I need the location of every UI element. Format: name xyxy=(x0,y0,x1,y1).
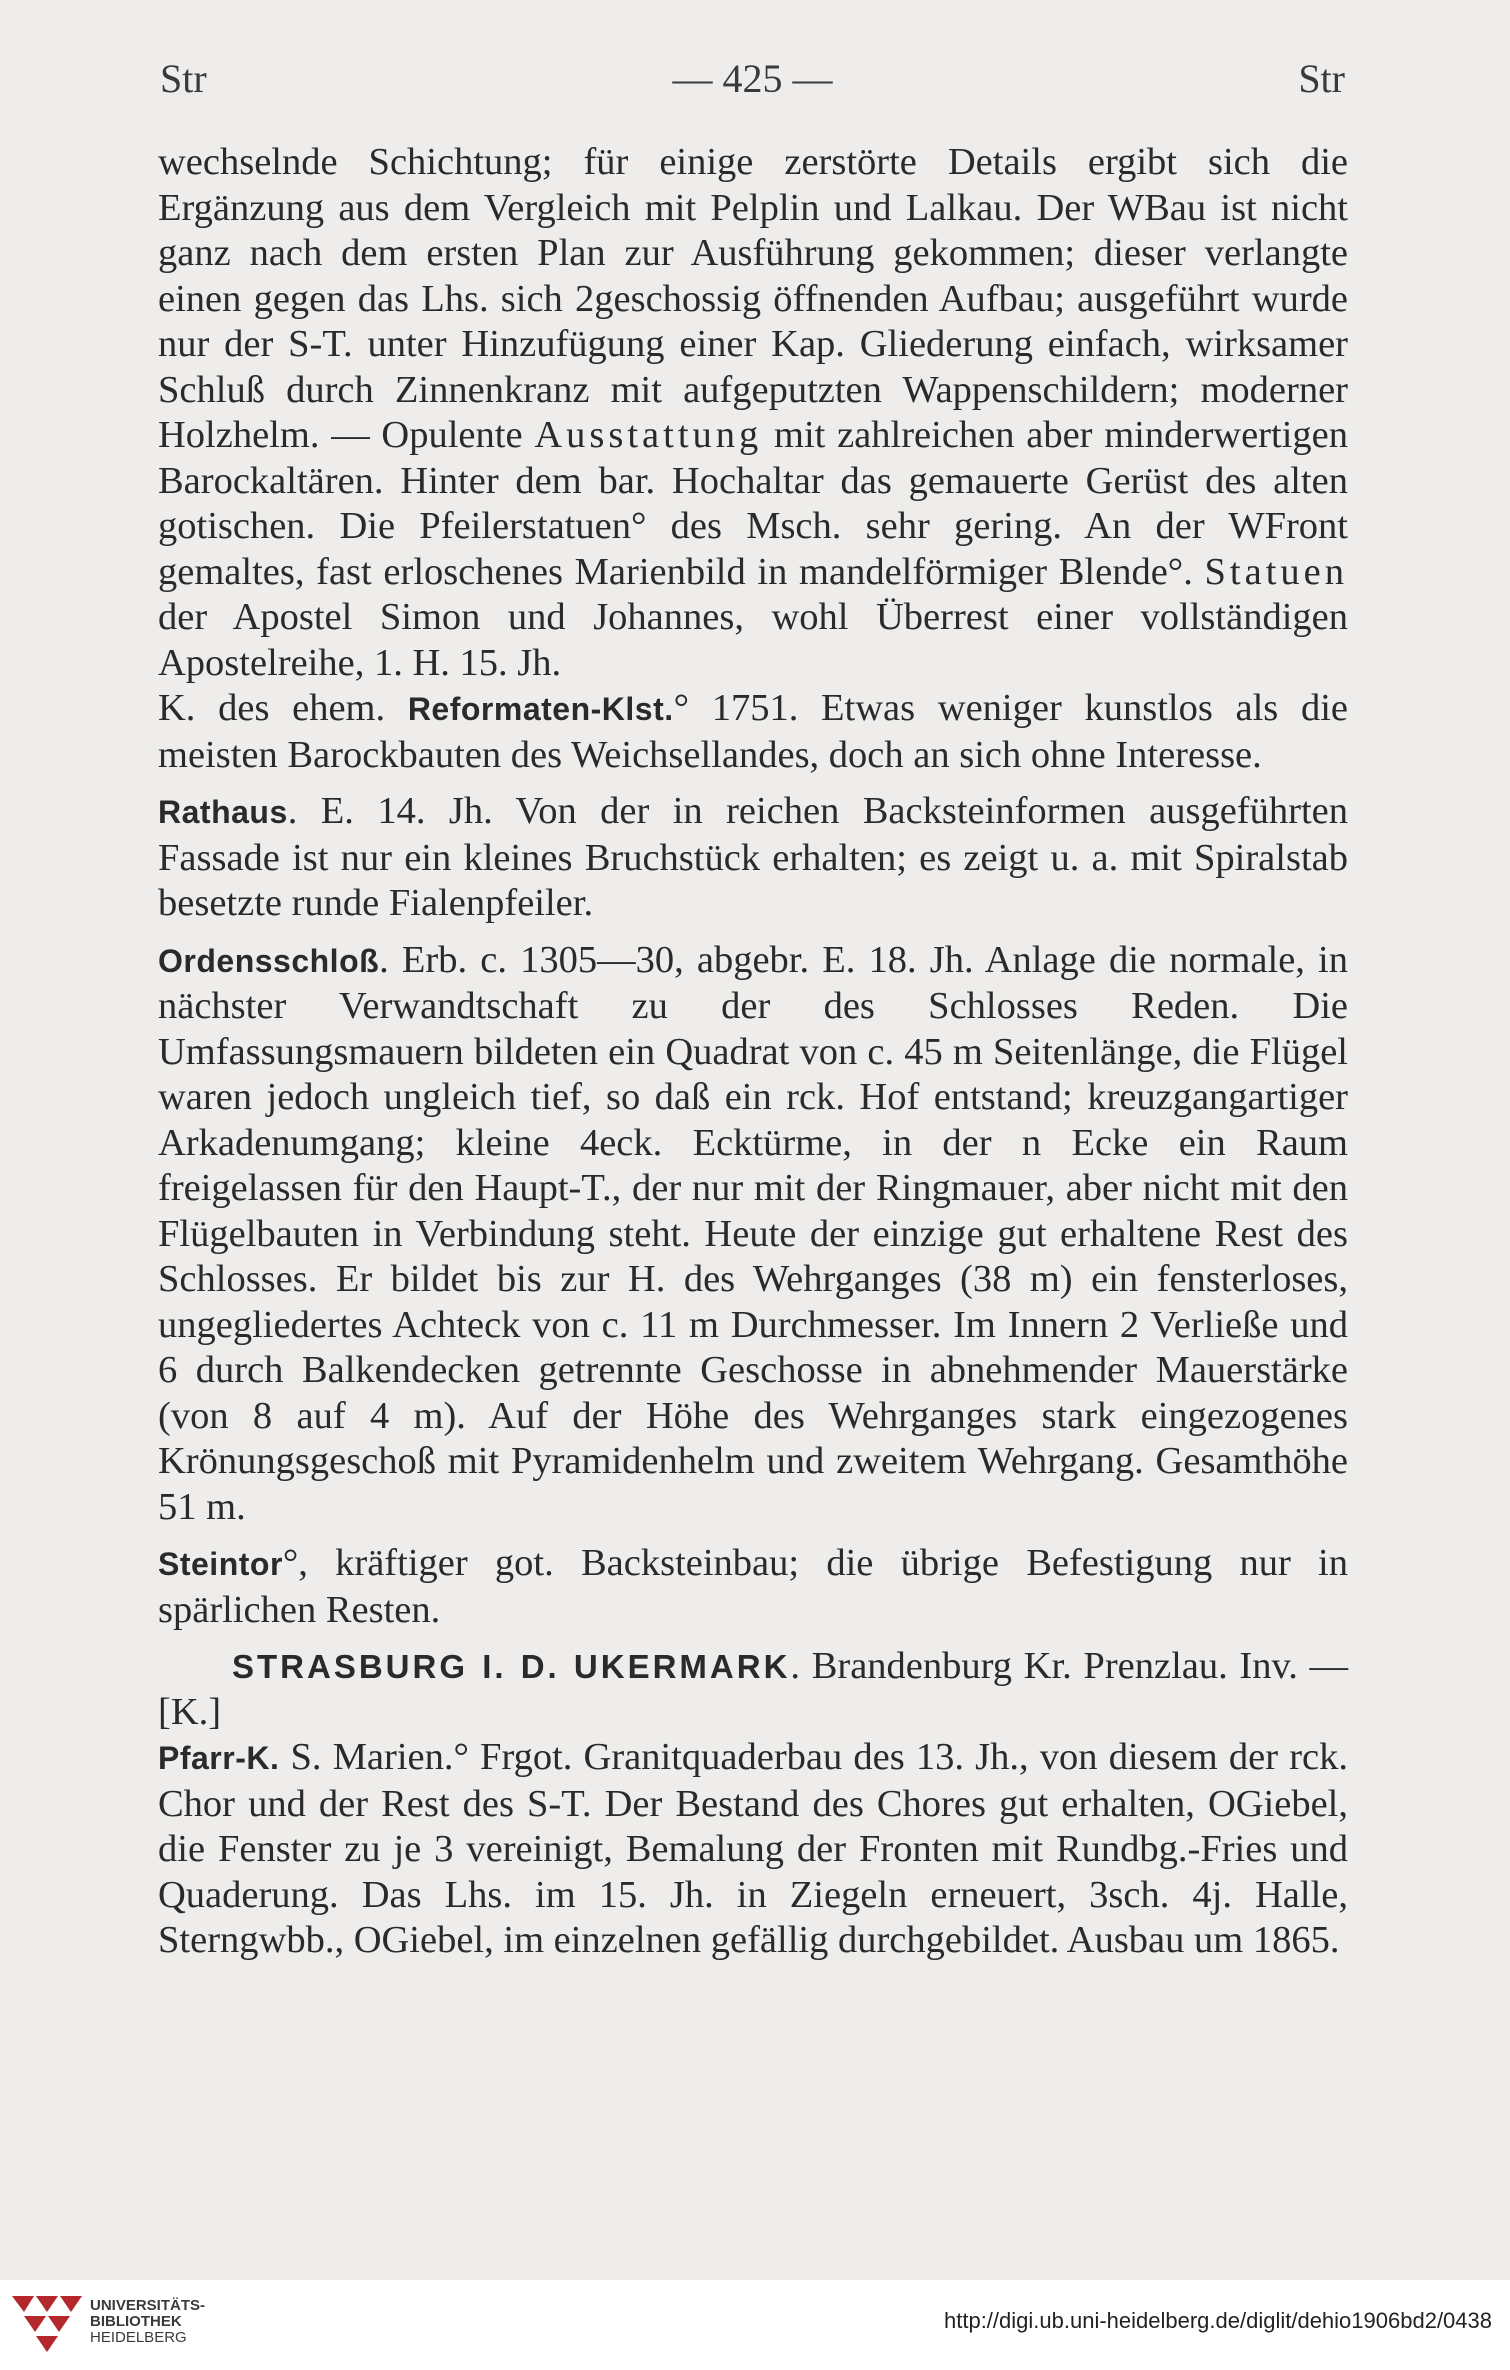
paragraph xyxy=(158,1541,1348,1633)
text-run: mit zahlreichen aber minderwertigen Barockaltären. Hinter dem bar. Hochaltar das gemauerte Gerüst des alten gotischen. Die Pfeilerstatuen° des Msch. sehr gering. An der WFront gemaltes, fast erloschenes Marienbild in mandelförmiger Blende°. xyxy=(158,414,1348,593)
text-run: K. des ehem. xyxy=(158,687,408,729)
source-url-link[interactable]: http://digi.ub.uni-heidelberg.de/diglit/dehio1906bd2/0438 xyxy=(944,2308,1492,2333)
text-run: wechselnde Schichtung; für einige zerstörte Details ergibt sich die Ergänzung aus dem Vergleich mit Pelplin und Lalkau. Der WBau ist nicht ganz nach dem ersten Plan zur Ausführung gekommen; dieser verlangte einen gegen das Lhs. sich 2geschossig öffnenden Aufbau; ausgeführt wurde nur der S-T. unter Hinzufügung einer Kap. Gliederung einfach, wirksamer Schluß durch Zinnenkranz mit aufgeputzten Wappenschildern; moderner Holzhelm. — Opulente xyxy=(158,141,1348,456)
library-name xyxy=(90,2298,205,2346)
paragraph xyxy=(158,1735,1348,1964)
university-library-logo-icon xyxy=(12,2292,82,2354)
text-run: °, kräftiger got. Backsteinbau; die übrige Befestigung nur in spärlichen Resten. xyxy=(158,1542,1348,1631)
paragraph xyxy=(158,938,1348,1531)
spaced-term: Ausstattung xyxy=(534,414,763,456)
spaced-term: Statuen xyxy=(1204,550,1348,593)
header-left-keyword: Str xyxy=(160,56,207,101)
paragraph xyxy=(158,140,1348,686)
text-run: . Brandenburg Kr. Prenzlau. Inv. — [K.] xyxy=(158,1645,1348,1733)
library-name-line-3: HEIDELBERG xyxy=(90,2329,187,2346)
text-run: S. Marien.° Frgot. Granitquaderbau des 13. Jh., von diesem der rck. Chor und der Rest des S-T. Der Bestand des Chores gut erhalten, OGiebel, die Fenster zu je 3 vereinigt, Bemalung der Fronten mit Rundbg.-Fries und Quaderung. Das Lhs. im 15. Jh. in Ziegeln erneuert, 3sch. 4j. Halle, Sterngwbb., OGiebel, im einzelnen gefällig durchgebildet. Ausbau um 1865. xyxy=(158,1736,1348,1961)
header-right-keyword: Str xyxy=(1298,56,1345,101)
text-run: . E. 14. Jh. Von der in reichen Backsteinformen ausgeführten Fassade ist nur ein kleines Bruchstück erhalten; es zeigt u. a. mit Spiralstab besetzte runde Fialenpfeiler. xyxy=(158,790,1348,924)
footer-bar xyxy=(0,2280,1510,2370)
text-run: . Erb. c. 1305—30, abgebr. E. 18. Jh. Anlage die normale, in nächster Verwandtschaft zu der des Schlosses Reden. Die Umfassungsmauern bildeten ein Quadrat von c. 45 m Seitenlänge, die Flügel waren jedoch ungleich tief, so daß ein rck. Hof entstand; kreuzgangartiger Arkadenumgang; kleine 4eck. Ecktürme, in der n Ecke ein Raum freigelassen für den Haupt-T., der nur mit der Ringmauer, aber nicht mit den Flügelbauten in Verbindung steht. Heute der einzige gut erhaltene Rest des Schlosses. Er bildet bis zur H. des Wehrganges (38 m) ein fensterloses, ungegliedertes Achteck von c. 11 m Durchmesser. Im Innern 2 Verließe und 6 durch Balkendecken getrennte Geschosse in abnehmender Mauerstärke (von 8 auf 4 m). Auf der Höhe des Wehrganges stark eingezogenes Krönungsgeschoß mit Pyramidenhelm und zweitem Wehrgang. Gesamthöhe 51 m. xyxy=(158,938,1348,1528)
paragraph xyxy=(158,789,1348,927)
entry-keyword: Rathaus xyxy=(158,794,288,830)
entry-keyword: Steintor xyxy=(158,1546,283,1582)
text-run: der Apostel Simon und Johannes, wohl Überrest einer vollständigen Apostelreihe, 1. H. 15. Jh. xyxy=(158,596,1348,684)
library-name-line-2: BIBLIOTHEK xyxy=(90,2313,182,2330)
paragraph xyxy=(158,686,1348,778)
body-text xyxy=(158,140,1348,1964)
paragraph xyxy=(158,1644,1348,1735)
entry-keyword: Reformaten-Klst. xyxy=(407,691,674,727)
library-name-line-1: UNIVERSITÄTS- xyxy=(90,2297,206,2314)
page-header xyxy=(160,55,1345,105)
page-number: — 425 — xyxy=(672,56,833,101)
text-run: ° 1751. Etwas weniger kunstlos als die meisten Barockbauten des Weichsellandes, doch an sich ohne Interesse. xyxy=(158,687,1348,776)
entry-keyword: Ordensschloß xyxy=(158,942,380,979)
city-heading: STRASBURG I. D. UKERMARK xyxy=(232,1648,791,1685)
entry-keyword: Pfarr-K. xyxy=(158,1740,280,1776)
